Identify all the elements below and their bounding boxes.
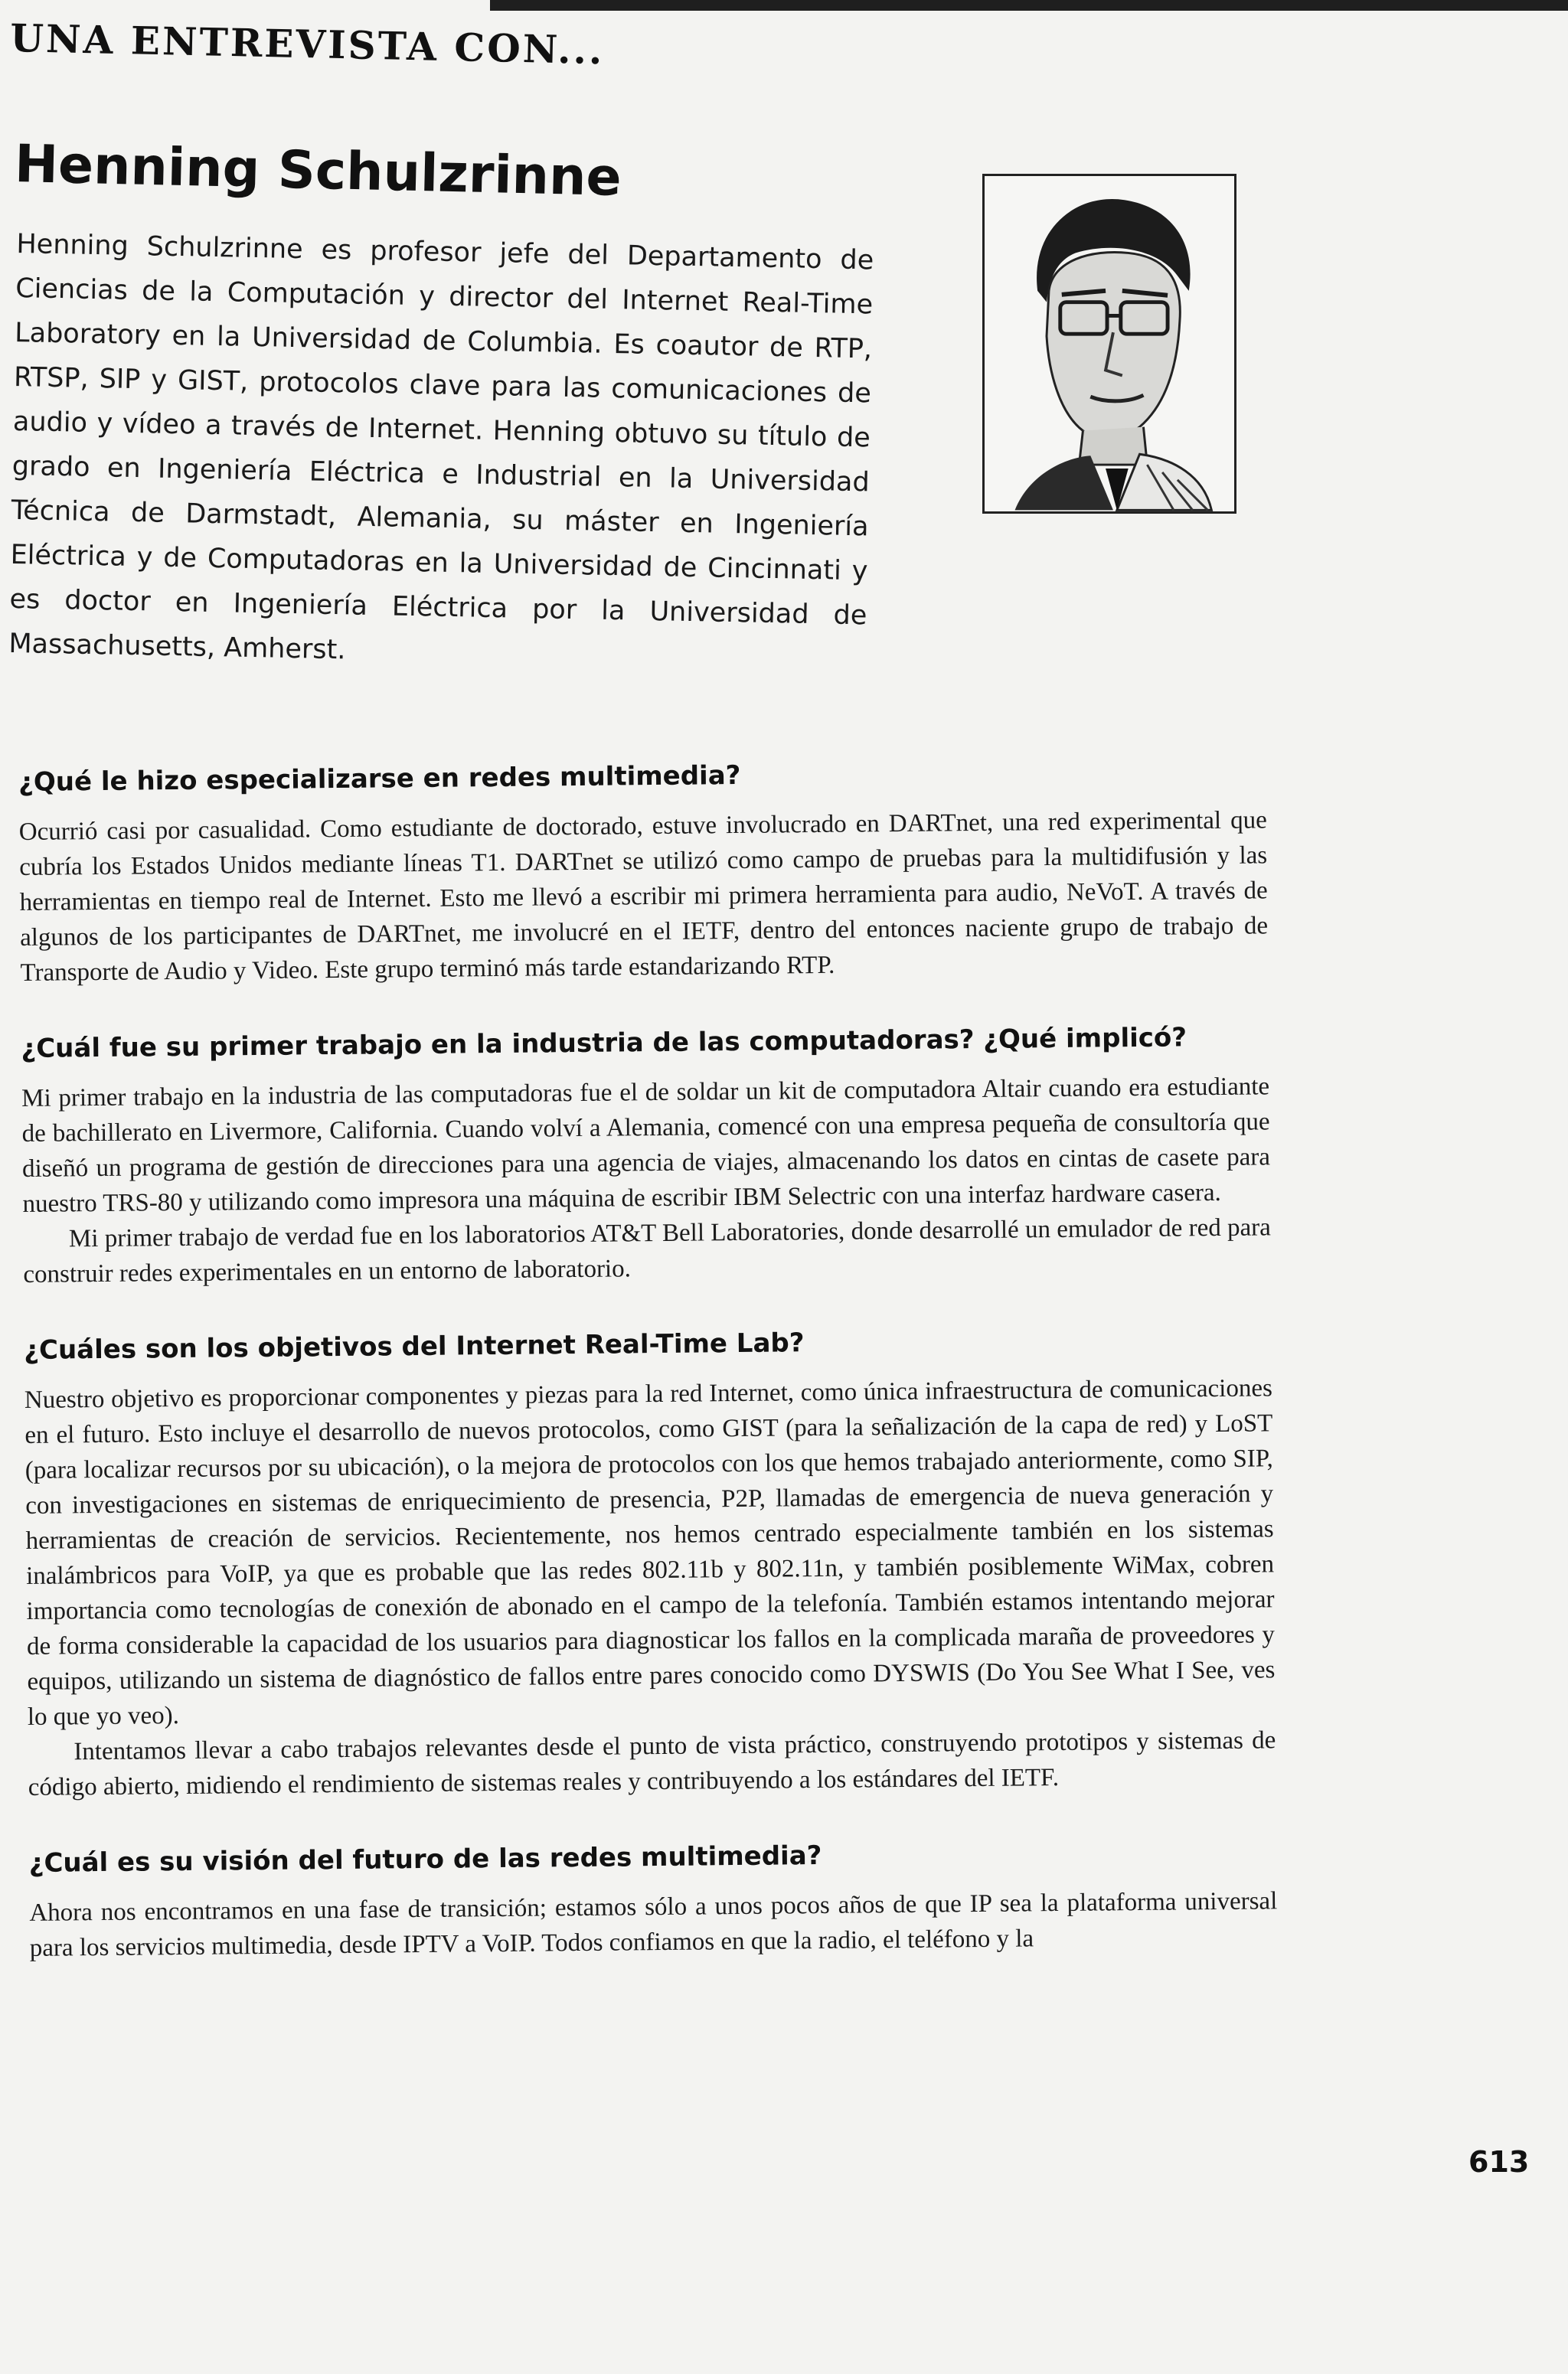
question: ¿Qué le hizo especializarse en redes multimedia?: [18, 759, 741, 798]
bio-paragraph: Henning Schulzrinne es profesor jefe del Departamento de Ciencias de la Computación y director del Internet Real-Time Laboratory en la Universidad de Columbia. Es coautor de RTP, RTSP, SIP y GIST, protocolos clave para las comunicaciones de audio y vídeo a través de Internet. Henning obtuvo su título de grado en Ingeniería Eléctrica e Industrial en la Universidad Técnica de Darmstadt, Alemania, su máster en Ingeniería Eléctrica y de Computadoras en la Universidad de Cincinnati y es doctor en Ingeniería Eléctrica por la Universidad de Massachusetts, Amherst.: [8, 228, 874, 666]
portrait-photo-icon: [982, 174, 1236, 514]
answer-paragraph: Mi primer trabajo de verdad fue en los laboratorios AT&T Bell Laboratories, donde desarrollé un emulador de red para construir redes experimentales en un entorno de laboratorio.: [23, 1213, 1272, 1288]
question: ¿Cuál fue su primer trabajo en la industria de las computadoras? ¿Qué implicó?: [21, 1022, 1187, 1064]
interviewee-name: Henning Schulzrinne: [14, 134, 622, 208]
answer-paragraph: Ocurrió casi por casualidad. Como estudiante de doctorado, estuve involucrado en DARTnet, una red experimental que cubría los Estados Unidos mediante líneas T1. DARTnet se utilizó como campo de pruebas para la multidifusión y las herramientas en tiempo real de Internet. Esto me llevó a escribir mi primera herramienta para audio, NeVoT. A través de algunos de los participantes de DARTnet, me involucré en el IETF, dentro del entonces naciente grupo de trabajo de Transporte de Audio y Video. Este grupo terminó más tarde estandarizando RTP.: [18, 806, 1269, 987]
answer-paragraph: Intentamos llevar a cabo trabajos relevantes desde el punto de vista práctico, construyendo prototipos y sistemas de código abierto, midiendo el rendimiento de sistemas reales y contribuyendo a los estándares del IETF.: [28, 1726, 1276, 1801]
top-edge-bar: [490, 0, 1568, 11]
answer-paragraph: Nuestro objetivo es proporcionar componentes y piezas para la red Internet, como única infraestructura de comunicaciones en el futuro. Esto incluye el desarrollo de nuevos protocolos, como GIST (para la señalización de la capa de red) y LoST (para localizar recursos por su ubicación), o la mejora de protocolos con los que hemos trabajado anteriormente, como SIP, con investigaciones en sistemas de enriquecimiento de presencia, P2P, llamadas de emergencia de nueva generación y herramientas de creación de servicios. Recientemente, nos hemos centrado especialmente también en los sistemas inalámbricos para VoIP, ya que es probable que las redes 802.11b y 802.11n, y también posiblemente WiMax, cobren importancia como tecnologías de conexión de abonado en el campo de la telefonía. También estamos intentando mejorar de forma considerable la capacidad de los usuarios para diagnosticar los fallos en la complicada maraña de proveedores y equipos, utilizando un sistema de diagnóstico de fallos entre pares conocido como DYSWIS (Do You See What I See, ves lo que yo veo).: [24, 1374, 1276, 1731]
answer-paragraph: Mi primer trabajo en la industria de las computadoras fue el de soldar un kit de computadora Altair cuando era estudiante de bachillerato en Livermore, California. Cuando volví a Alemania, comencé con una empresa pequeña de consultoría que diseñó un programa de gestión de direcciones para una agencia de viajes, almacenando los datos en cintas de casete para nuestro TRS-80 y utilizando como impresora una máquina de escribir IBM Selectric con una interfaz hardware casera.: [21, 1073, 1271, 1218]
series-label: UNA ENTREVISTA CON...: [9, 15, 606, 73]
qa-section: [21, 1021, 1271, 1292]
question: ¿Cuáles son los objetivos del Internet Real-Time Lab?: [24, 1327, 805, 1366]
answer-paragraph: Ahora nos encontramos en una fase de transición; estamos sólo a unos pocos años de que IP sea la plataforma universal para los servicios multimedia, desde IPTV a VoIP. Todos confiamos en que la radio, el teléfono y la: [29, 1887, 1278, 1962]
qa-section: [29, 1836, 1278, 1966]
qa-section: [24, 1323, 1276, 1805]
interview-body: [18, 755, 1278, 2009]
question: ¿Cuál es su visión del futuro de las redes multimedia?: [28, 1840, 822, 1879]
page-number: 613: [1468, 2145, 1530, 2179]
qa-section: [18, 755, 1269, 991]
